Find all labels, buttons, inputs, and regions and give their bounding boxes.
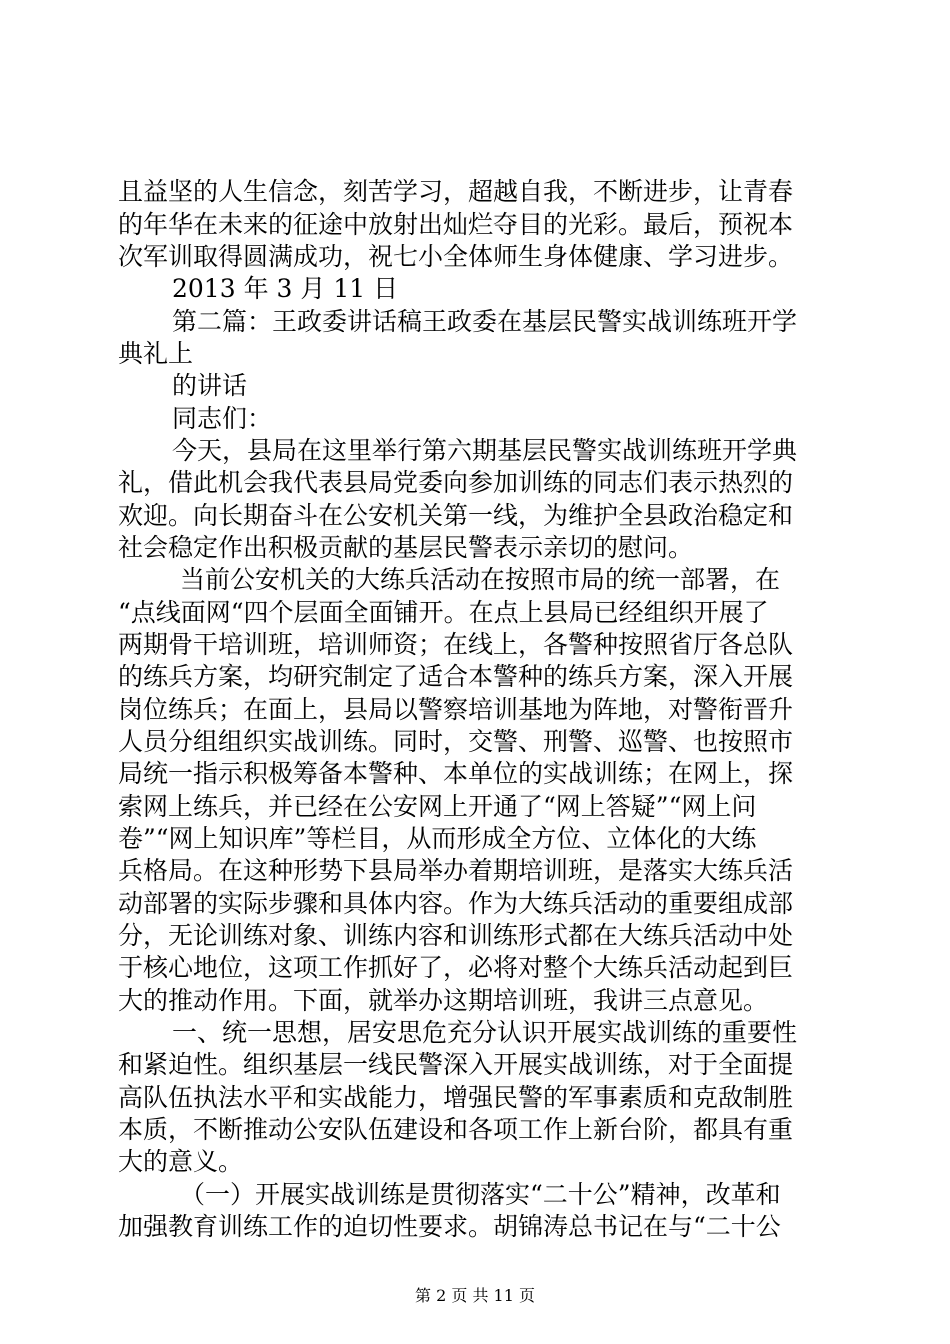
text-line: 局统一指示积极筹备本警种、本单位的实战训练；在网上，探 — [118, 759, 794, 788]
text-line: 动部署的实际步骤和具体内容。作为大练兵活动的重要组成部 — [118, 889, 794, 918]
text-line: 一、统一思想，居安思危充分认识开展实战训练的重要性 — [172, 1018, 798, 1047]
text-line: 岗位练兵；在面上，县局以警察培训基地为阵地，对警衔晋升 — [118, 695, 794, 724]
section-heading-line: 的讲话 — [172, 371, 248, 400]
text-line: 分，无论训练对象、训练内容和训练形式都在大练兵活动中处 — [118, 921, 794, 950]
text-line: 的年华在未来的征途中放射出灿烂夺目的光彩。最后，预祝本 — [118, 210, 794, 239]
page-number-footer: 第 2 页 共 11 页 — [415, 1286, 535, 1305]
text-line: 欢迎。向长期奋斗在公安机关第一线，为维护全县政治稳定和 — [118, 501, 794, 530]
text-line: “点线面网“四个层面全面铺开。在点上县局已经组织开展了 — [118, 598, 769, 627]
text-line: 次军训取得圆满成功，祝七小全体师生身体健康、学习进步。 — [118, 242, 794, 271]
section-heading-line: 第二篇：王政委讲话稿王政委在基层民警实战训练班开学 — [172, 307, 798, 336]
salutation-line: 同志们： — [172, 404, 273, 433]
text-line: 索网上练兵，并已经在公安网上开通了“网上答疑”“网上问 — [118, 792, 757, 821]
text-line: 社会稳定作出积极贡献的基层民警表示亲切的慰问。 — [118, 533, 694, 562]
section-heading-line: 典礼上 — [118, 339, 194, 368]
text-line: 礼，借此机会我代表县局党委向参加训练的同志们表示热烈的 — [118, 468, 794, 497]
text-line: 当前公安机关的大练兵活动在按照市局的统一部署，在 — [180, 565, 781, 594]
text-line: 大的意义。 — [118, 1147, 244, 1176]
text-line: 人员分组组织实战训练。同时，交警、刑警、巡警、也按照市 — [118, 727, 794, 756]
text-line: 两期骨干培训班，培训师资；在线上，各警种按照省厅各总队 — [118, 630, 794, 659]
text-line: 于核心地位，这项工作抓好了，必将对整个大练兵活动起到巨 — [118, 953, 794, 982]
text-line: （一）开展实战训练是贯彻落实“二十公”精神，改革和 — [180, 1180, 781, 1209]
text-line: 且益坚的人生信念，刻苦学习，超越自我，不断进步，让青春 — [118, 177, 794, 206]
text-line: 兵格局。在这种形势下县局举办着期培训班，是落实大练兵活 — [118, 856, 794, 885]
text-line: 和紧迫性。组织基层一线民警深入开展实战训练，对于全面提 — [118, 1050, 794, 1079]
text-line: 大的推动作用。下面，就举办这期培训班，我讲三点意见。 — [118, 986, 769, 1015]
text-line: 的练兵方案，均研究制定了适合本警种的练兵方案，深入开展 — [118, 662, 794, 691]
text-line: 卷”“网上知识库”等栏目，从而形成全方位、立体化的大练 — [118, 824, 757, 853]
date-line: 2013 年 3 月 11 日 — [172, 274, 399, 303]
text-line: 今天，县局在这里举行第六期基层民警实战训练班开学典 — [172, 436, 798, 465]
text-line: 加强教育训练工作的迫切性要求。胡锦涛总书记在与“二十公 — [118, 1212, 781, 1241]
text-line: 本质，不断推动公安队伍建设和各项工作上新台阶，都具有重 — [118, 1115, 794, 1144]
text-line: 高队伍执法水平和实战能力，增强民警的军事素质和克敌制胜 — [118, 1083, 794, 1112]
